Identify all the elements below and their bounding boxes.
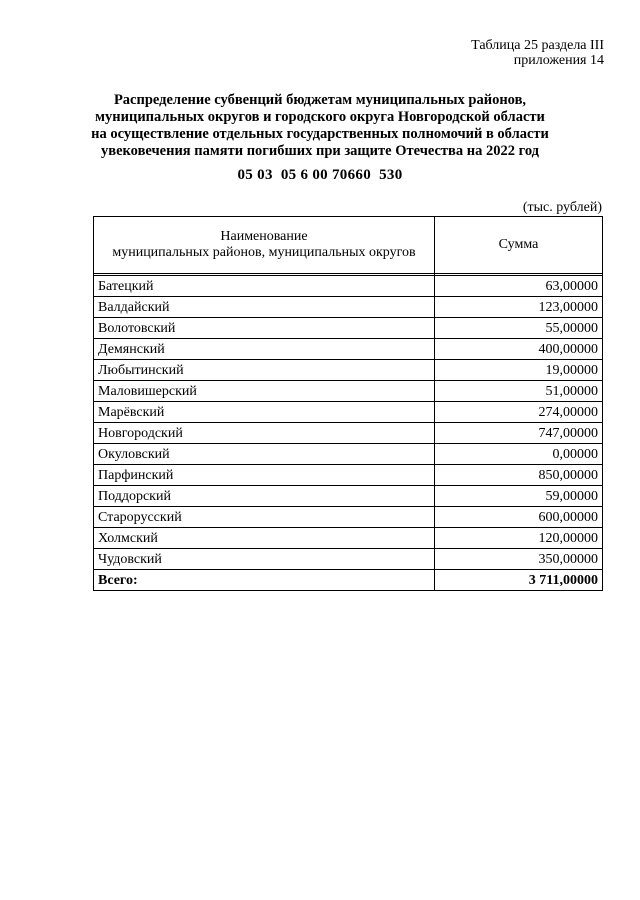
table-row [94, 360, 603, 381]
column-header-name-line-1: Наименование [220, 229, 308, 244]
table-row [94, 276, 603, 297]
unit-label: (тыс. рублей) [522, 200, 602, 215]
subvention-table [93, 216, 603, 591]
table-header-row [94, 217, 603, 274]
table-row [94, 402, 603, 423]
amount-cell: 350,00000 [435, 549, 603, 570]
title-line-1: Распределение субвенций бюджетам муниципальных районов, [113, 92, 527, 108]
district-name-cell: Парфинский [94, 465, 435, 486]
total-label-cell: Всего: [94, 570, 435, 591]
amount-cell: 0,00000 [435, 444, 603, 465]
column-header-sum: Сумма [435, 217, 603, 274]
table-row [94, 507, 603, 528]
amount-cell: 600,00000 [435, 507, 603, 528]
title-line-4: увековечения памяти погибших при защите Отечества на 2022 год [101, 143, 539, 159]
budget-code-text: 05 03 05 6 00 70660 530 [237, 167, 403, 183]
district-name-cell: Старорусский [94, 507, 435, 528]
reference-line-appendix: приложения 14 [513, 53, 604, 68]
amount-cell: 123,00000 [435, 297, 603, 318]
district-name-cell: Чудовский [94, 549, 435, 570]
table-row [94, 381, 603, 402]
district-name-cell: Холмский [94, 528, 435, 549]
table-row [94, 486, 603, 507]
amount-cell: 59,00000 [435, 486, 603, 507]
amount-cell: 55,00000 [435, 318, 603, 339]
amount-cell: 51,00000 [435, 381, 603, 402]
district-name-cell: Волотовский [94, 318, 435, 339]
title-line-2: муниципальных округов и городского округа Новгородской области [95, 109, 545, 125]
table-reference [471, 38, 604, 68]
table-row [94, 297, 603, 318]
amount-cell: 274,00000 [435, 402, 603, 423]
table-total-row [94, 570, 603, 591]
document-title [60, 92, 580, 160]
table-row [94, 444, 603, 465]
column-header-name [94, 217, 435, 274]
table-row [94, 423, 603, 444]
district-name-cell: Новгородский [94, 423, 435, 444]
district-name-cell: Марёвский [94, 402, 435, 423]
reference-line-table: Таблица 25 раздела III [471, 38, 604, 53]
table-row [94, 339, 603, 360]
amount-cell: 850,00000 [435, 465, 603, 486]
title-line-3: на осуществление отдельных государственных полномочий в области [91, 126, 549, 142]
district-name-cell: Демянский [94, 339, 435, 360]
district-name-cell: Любытинский [94, 360, 435, 381]
table-row [94, 528, 603, 549]
district-name-cell: Валдайский [94, 297, 435, 318]
amount-cell: 400,00000 [435, 339, 603, 360]
table-row [94, 549, 603, 570]
district-name-cell: Батецкий [94, 276, 435, 297]
amount-cell: 747,00000 [435, 423, 603, 444]
column-header-name-line-2: муниципальных районов, муниципальных округов [112, 245, 416, 260]
table-body [94, 274, 603, 591]
district-name-cell: Маловишерский [94, 381, 435, 402]
district-name-cell: Окуловский [94, 444, 435, 465]
amount-cell: 19,00000 [435, 360, 603, 381]
table-row [94, 465, 603, 486]
total-amount-cell: 3 711,00000 [435, 570, 603, 591]
amount-cell: 63,00000 [435, 276, 603, 297]
district-name-cell: Поддорский [94, 486, 435, 507]
amount-cell: 120,00000 [435, 528, 603, 549]
table-row [94, 318, 603, 339]
budget-classification-code [0, 167, 640, 184]
